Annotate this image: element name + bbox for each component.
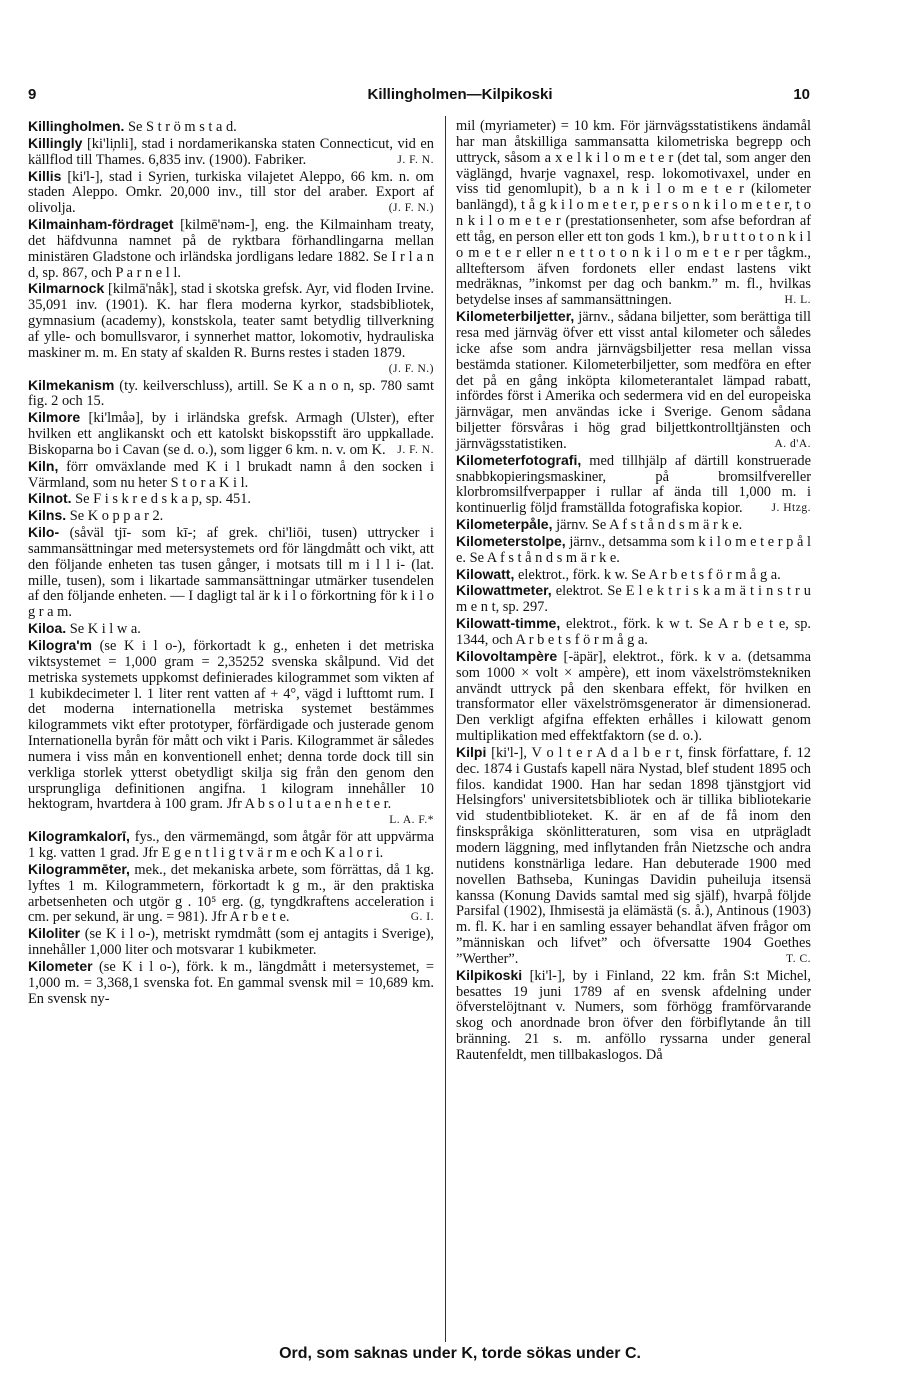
entry-text: [ki'li̦nli], stad i nordamerikanska staten Connecticut, vid en källflod till Thames. 6,835 inv. (1900). Fabriker. bbox=[28, 135, 434, 168]
entry-text: (se K i l o-), förk. k m., längdmått i metersystemet, = 1,000 m. = 3,368,1 svenska fot. En gammal svensk mil = 10,689 km. En svensk ny- bbox=[28, 958, 434, 1007]
entry-text: [ki'l-], stad i Syrien, turkiska vilajetet Aleppo, 66 km. n. om staden Aleppo. Omkr. 20,000 inv., till stor del araber. Export af olivolja. bbox=[28, 168, 434, 217]
dictionary-entry bbox=[456, 649, 811, 745]
entry-text: förr omväxlande med K i l brukadt namn å den socken i Värmland, som nu heter S t o r a K i l. bbox=[28, 458, 434, 491]
entry-text: (såväl tjī- som kī-; af grek. chi'liōi, tusen) uttrycker i sammansättningar med metersystemets ord för längdmått och vikt, att den följande enheten tas tusen gånger, i motsats till m i l l i- (lat. mille, tusen), som i likartade sammansättningar utmärker tusendelen af den följande enheten. — I dagligt tal är k i l o förkortning för k i l o g r a m. bbox=[28, 525, 434, 621]
dictionary-entry bbox=[28, 136, 434, 169]
entry-headword: Kilogrammēter, bbox=[28, 860, 130, 877]
dictionary-entry bbox=[456, 517, 811, 534]
dictionary-entry bbox=[28, 410, 434, 459]
dictionary-entry bbox=[28, 525, 434, 621]
entry-headword: Kilpi bbox=[456, 743, 487, 760]
entry-text: elektrot., förk. k w t. Se A r b e t e, sp. 1344, och A r b e t s f ö r m å g a. bbox=[456, 616, 811, 648]
column-divider bbox=[445, 116, 446, 1342]
entry-headword: Kiloliter bbox=[28, 925, 81, 942]
dictionary-entry bbox=[456, 119, 811, 309]
dictionary-entry bbox=[28, 119, 434, 136]
entry-headword: Killingly bbox=[28, 134, 83, 151]
entry-text: mil (myriameter) = 10 km. För järnvägsstatistikens ändamål har man åtskilliga sammansatta kilometriska begrepp och uttryck, såsom a x e l k i l o m e t e r (det tal, som anger den väglängd, hvarje vagnaxel, resp. lokomotivaxel, under en viss tid genomlupit), b a n k i l o m e t e r (kilometer banlängd), t å g k i l o m e t e r, p e r s o n k i l o m e t e r, t o n k i l o m e t e r (prestationsenheter, som afse befordran af ett tåg, en person eller ett ton gods 1 km.), b r u t t o t o n k i l o m e t e r eller n e t t o t o n k i l o m e t e r per tågkm., allteftersom äfven fordonets eller endast lastens vikt medräknas, ”inkomst per dag och bankm.” m. fl., hvilkas betydelse inses af sammansättningen. bbox=[456, 118, 811, 309]
dictionary-entry bbox=[28, 508, 434, 525]
entry-signature: T. C. bbox=[786, 952, 811, 965]
entry-text: [-äpär], elektrot., förk. k v a. (detsamma som 1000 × volt × ampère), ett inom växelströmstekniken användt uttryck på den skenbara effekt, för hvilken en transformator eller växelströmsgenerator är dimensionerad. Den verkligt afgifna effekten erhålles i kilowatt genom multiplikation med effektfaktorn (se d. o.). bbox=[456, 648, 811, 745]
entry-headword: Kilowattmeter, bbox=[456, 582, 552, 599]
entry-text: [kilmē'nəm-], eng. the Kilmainham treaty, det häfdvunna namnet på de ryktbara förhandlingarna mellan ministären Gladstone och irländska jordligans ledare 1882. Se I r l a n d, sp. 867, och P a r n e l l. bbox=[28, 217, 434, 281]
dictionary-entry bbox=[456, 567, 811, 584]
page-footer-note: Ord, som saknas under K, torde sökas under C. bbox=[279, 1345, 641, 1362]
entry-headword: Kilometerstolpe, bbox=[456, 532, 566, 549]
page-number-right: 10 bbox=[793, 86, 810, 103]
entry-signature: A. d'A. bbox=[774, 437, 811, 450]
page-number-left: 9 bbox=[28, 86, 37, 103]
page-header bbox=[0, 86, 920, 110]
entry-text: elektrot., förk. k w. Se A r b e t s f ö r m å g a. bbox=[514, 566, 781, 583]
right-column bbox=[456, 119, 811, 1064]
entry-signature: (J. F. N.) bbox=[388, 202, 434, 215]
dictionary-entry bbox=[28, 621, 434, 638]
entry-headword: Kilowatt-timme, bbox=[456, 615, 561, 632]
entry-signature: G. I. bbox=[410, 911, 434, 924]
entry-text: järnv. Se A f s t å n d s m ä r k e. bbox=[552, 517, 743, 534]
entry-headword: Kilogramkalorī, bbox=[28, 828, 130, 845]
entry-headword: Kilmainham-fördraget bbox=[28, 216, 174, 233]
entry-headword: Kilmekanism bbox=[28, 376, 115, 393]
entry-headword: Kilogra'm bbox=[28, 637, 93, 653]
entry-signature: J. Htzg. bbox=[771, 502, 811, 515]
dictionary-entry bbox=[456, 583, 811, 616]
left-column bbox=[28, 119, 434, 1007]
entry-headword: Kilmore bbox=[28, 409, 81, 426]
entry-headword: Kilowatt, bbox=[456, 565, 515, 582]
entry-text: [ki'lmåə], by i irländska grefsk. Armagh (Ulster), efter hvilken ett anglikanskt och ett katolskt biskopsstift äro uppkallade. Biskoparna bo i Cavan (se d. o.), som ligger 6 km. n. v. om K. bbox=[28, 410, 434, 458]
entry-signature: L. A. F.* bbox=[389, 814, 434, 827]
entry-text: mek., det mekaniska arbete, som förrättas, då 1 kg. lyftes 1 m. Kilogrammetern, förkortadt k g m., är den praktiska arbetsenheten och utgör g . 10⁵ erg. (g, tyngdkraftens acceleration i cm. per sekund, är ung. = 981). Jfr A r b e t e. bbox=[28, 861, 434, 926]
entry-signature: H. L. bbox=[784, 294, 811, 307]
entry-text: (ty. keilverschluss), artill. Se K a n o n, sp. 780 samt fig. 2 och 15. bbox=[28, 377, 434, 410]
entry-text: järnv., detsamma som k i l o m e t e r p å l e. Se A f s t å n d s m ä r k e. bbox=[456, 533, 811, 566]
entry-text: järnv., sådana biljetter, som berättiga till resa med järnväg öfver ett visst antal kilometer och således icke afse som andra järnvägsbiljetter resa mellan vissa bestämda stationer. Kilometerbiljetter, som medföra en efter det på en gång inköpta kilometerantalet lämpad rabatt, infördes först i Amerika och sedermera vid en del europeiska järnvägar, men användas icke i Sverige. Genom sådana biljetter försvåras i hög grad biljettkontrolltjänsten och järnvägsstatistiken. bbox=[456, 309, 811, 452]
entry-text: Se K i l w a. bbox=[66, 621, 141, 638]
entry-text: elektrot. Se E l e k t r i s k a m ä t i n s t r u m e n t, sp. 297. bbox=[456, 583, 811, 616]
entry-signature: (J. F. N.) bbox=[388, 362, 434, 375]
entry-headword: Kilo- bbox=[28, 524, 60, 541]
entry-headword: Kilometerpåle, bbox=[456, 516, 553, 533]
entry-headword: Kilometer bbox=[28, 957, 93, 974]
entry-headword: Kilmarnock bbox=[28, 280, 105, 297]
entry-headword: Kilnot. bbox=[28, 490, 72, 507]
dictionary-entry bbox=[28, 281, 434, 377]
entry-headword: Kilometerfotografi, bbox=[456, 451, 582, 468]
dictionary-entry bbox=[28, 638, 434, 829]
entry-text: Se F i s k r e d s k a p, sp. 451. bbox=[71, 491, 252, 508]
entry-text: (se K i l o-), metriskt rymdmått (som ej antagits i Sverige), innehåller 1,000 liter och motsvarar 1 kubikmeter. bbox=[28, 926, 434, 959]
dictionary-entry bbox=[28, 959, 434, 1008]
entry-text: Se S t r ö m s t a d. bbox=[124, 119, 237, 135]
dictionary-entry bbox=[456, 745, 811, 968]
entry-headword: Kiln, bbox=[28, 457, 59, 474]
dictionary-entry bbox=[28, 217, 434, 281]
dictionary-entry bbox=[28, 378, 434, 411]
entry-headword: Kilns. bbox=[28, 507, 67, 524]
dictionary-entry bbox=[28, 829, 434, 862]
dictionary-entry bbox=[28, 491, 434, 508]
entry-signature: J. F. N. bbox=[397, 443, 434, 456]
dictionary-entry bbox=[28, 862, 434, 926]
entry-headword: Kilometerbiljetter, bbox=[456, 308, 575, 325]
entry-text: med tillhjälp af därtill konstruerade snabbkopieringsmaskiner, på bromsilfvereller klorbromsilfverpapper i rullar af ända till 1,000 m. i kontinuerlig följd framställda fotografiska kopior. bbox=[456, 452, 811, 517]
running-head: Killingholmen—Kilpikoski bbox=[367, 86, 553, 103]
dictionary-entry bbox=[456, 968, 811, 1064]
dictionary-entry bbox=[456, 309, 811, 453]
entry-text: [ki'l-], V o l t e r A d a l b e r t, finsk författare, f. 12 dec. 1874 i Gustafs kapell nära Nystad, blef student 1895 och filos. kandidat 1900. Han har sedan 1898 tjänstgjort vid Helsingfors' universitetsbibliotek och är tillika bibliotekarie vid studentbiblioteket. K. är en af de få inom den finskspråkiga skönlitteraturen, som visa en utprägladt modern läggning, med inflytanden från Nietzsche och andra nutidens konstnärliga ledare. Han debuterade 1900 med novellen Bathseba, Kuningas Davidin puheiluja itsensä kanssa (Konung Davids samtal med sig själf), hvarpå följde Parsifal (1902), Ihmisestä ja elämästä (s. å.), Antinous (1903) m. fl. K. har i en samling essayer behandlat äfven frågor om ”människan och lifvet” och öfversatte 1904 Goethes ”Werther”. bbox=[456, 744, 811, 967]
entry-text: (se K i l o-), förkortadt k g., enheten i det metriska viktsystemet = 1,000 gram = 2,35252 svenska skålpund. Vid det metriska systemets uppkomst definierades kilogrammet som vikten af 1 kubikdecimeter l. 1 liter rent vatten af + 4°, vägd i lufttomt rum. I det moderna internationella metriska systemet bestämmes kilogrammets vikt efter prototyper, förfärdigade och justerade genom Internationella byrån för mått och vikt i Paris. Kilogrammet är således numera i viss mån en konventionell enhet; denna torde dock till sin verkliga storlek ytterst obetydligt skilja sig från den genom den ursprungliga definitionen angifna. 1 kilogram innehåller 10 hektogram, hvartdera à 100 gram. Jfr A b s o l u t a e n h e t e r. bbox=[28, 638, 434, 813]
entry-headword: Kiloa. bbox=[28, 620, 67, 637]
dictionary-entry bbox=[28, 459, 434, 492]
entry-text: fys., den värmemängd, som åtgår för att uppvärma 1 kg. vatten 1 grad. Jfr E g e n t l i g t v ä r m e och K a l o r i. bbox=[28, 829, 434, 861]
entry-headword: Killingholmen. bbox=[28, 118, 125, 134]
dictionary-entry bbox=[28, 926, 434, 959]
dictionary-entry bbox=[456, 616, 811, 649]
entry-signature: J. F. N. bbox=[397, 153, 434, 166]
entry-headword: Kilovoltampère bbox=[456, 647, 558, 664]
entry-headword: Killis bbox=[28, 167, 62, 184]
dictionary-entry bbox=[456, 534, 811, 567]
entry-text: Se K o p p a r 2. bbox=[66, 508, 164, 525]
entry-text: [ki'l-], by i Finland, 22 km. från S:t Michel, besattes 19 juni 1789 af en svensk afdelning under öfverstelöjtnant v. Numers, som förhögg framförvarande skog och anordnade bron öfver den förbiflytande ån till bränning. 21 s. m. anföllo ryssarna under general Rautenfeldt, men tillbakaslogos. Då bbox=[456, 967, 811, 1063]
dictionary-entry bbox=[456, 453, 811, 517]
entry-text: [kilmā'nåk], stad i skotska grefsk. Ayr, vid floden Irvine. 35,091 inv. (1901). K. har flera moderna kyrkor, stadsbibliotek, gymnasium (academy), konstskola, teater samt betydlig tillverkning af ylle- och bomullsvaror, i synnerhet mattor, lokomotiv, hydrauliska maskiner m. m. En staty af skalden R. Burns restes i staden 1879. bbox=[28, 281, 434, 361]
entry-headword: Kilpikoski bbox=[456, 966, 523, 983]
dictionary-entry bbox=[28, 169, 434, 218]
